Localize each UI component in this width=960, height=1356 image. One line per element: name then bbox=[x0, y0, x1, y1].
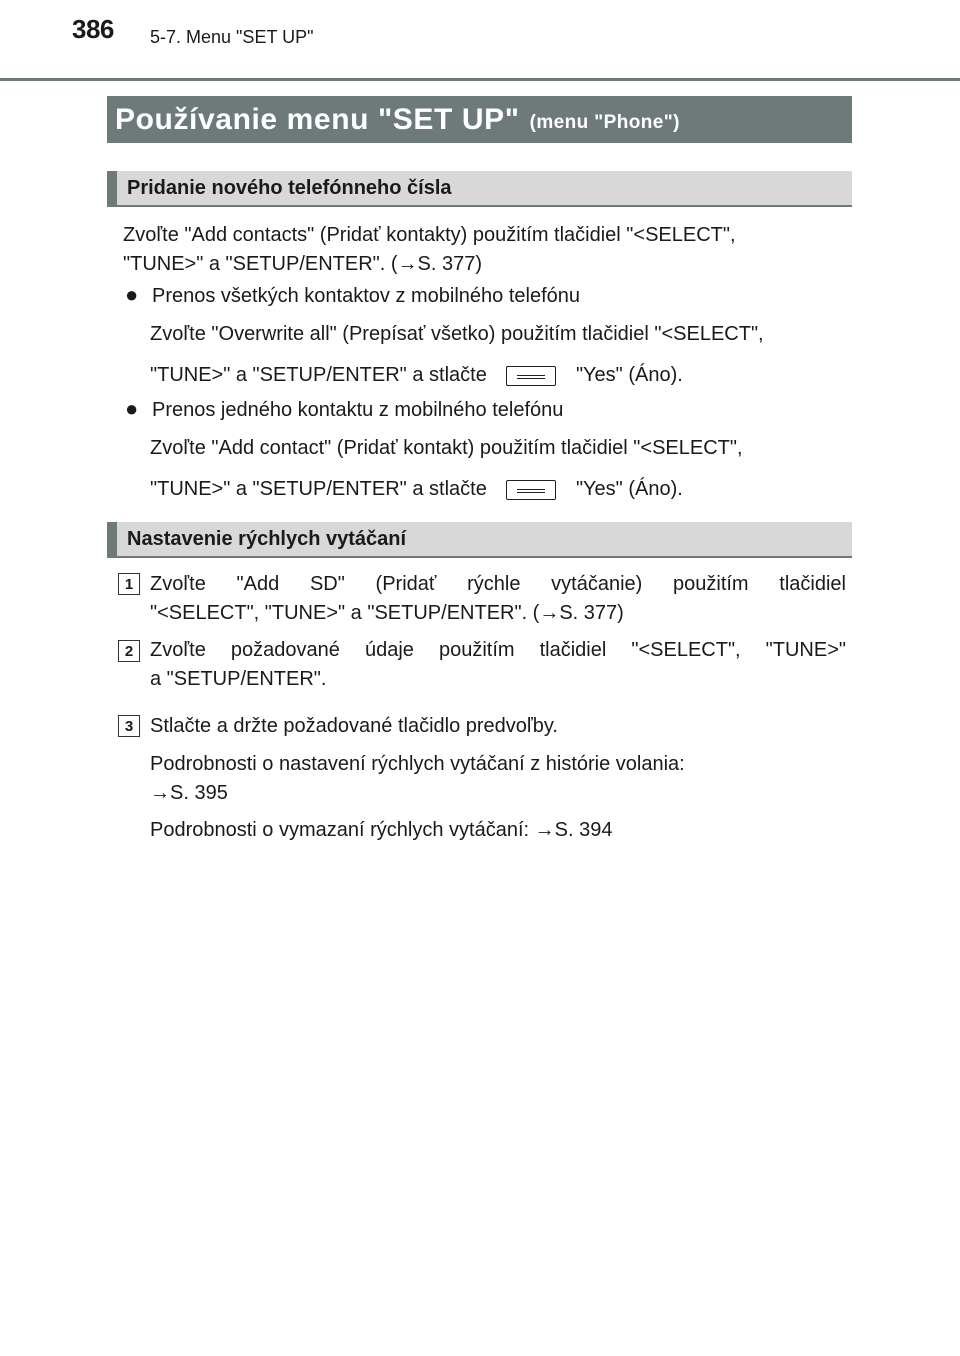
step-number-3: 3 bbox=[118, 715, 140, 737]
main-title: Používanie menu "SET UP" bbox=[115, 102, 520, 136]
bullet2-line-1: Zvoľte "Add contact" (Pridať kontakt) použitím tlačidiel "<SELECT", bbox=[150, 437, 743, 459]
intro-line-2: "TUNE>" a "SETUP/ENTER". (→S. 377) bbox=[123, 253, 483, 275]
intro-line-1: Zvoľte "Add contacts" (Pridať kontakty) použitím tlačidiel "<SELECT", bbox=[123, 224, 736, 246]
bullet-icon: ● bbox=[125, 396, 139, 421]
section-title: Nastavenie rýchlych vytáčaní bbox=[127, 527, 407, 550]
note1-line-1: Podrobnosti o nastavení rýchlych vytáčaní z histórie volania: bbox=[150, 753, 685, 775]
section-reference: 5-7. Menu "SET UP" bbox=[150, 27, 314, 47]
step3-line-1: Stlačte a držte požadované tlačidlo predvoľby. bbox=[150, 715, 558, 737]
header-divider bbox=[0, 78, 960, 81]
bullet2-line-2a: "TUNE>" a "SETUP/ENTER" a stlačte bbox=[150, 478, 487, 500]
step2-line-1: Zvoľte požadované údaje použitím tlačidiel "<SELECT", "TUNE>" bbox=[150, 639, 846, 661]
bullet1-line-2a: "TUNE>" a "SETUP/ENTER" a stlačte bbox=[150, 364, 487, 386]
bullet-icon: ● bbox=[125, 282, 139, 307]
button-key-icon bbox=[506, 480, 556, 500]
main-title-suffix: (menu "Phone") bbox=[529, 111, 680, 133]
section-heading-speed-dial bbox=[107, 522, 852, 558]
page-number: 386 bbox=[72, 14, 114, 44]
bullet-title-transfer-all: Prenos všetkých kontaktov z mobilného telefónu bbox=[152, 285, 581, 307]
step-number-2: 2 bbox=[118, 640, 140, 662]
section-heading-add-number bbox=[107, 171, 852, 207]
button-key-icon bbox=[506, 366, 556, 386]
note2: Podrobnosti o vymazaní rýchlych vytáčaní: →S. 394 bbox=[150, 819, 613, 841]
step2-line-2: a "SETUP/ENTER". bbox=[150, 668, 327, 690]
step1-line-2: "<SELECT", "TUNE>" a "SETUP/ENTER". (→S. 377) bbox=[150, 602, 624, 624]
bullet-title-transfer-one: Prenos jedného kontaktu z mobilného telefónu bbox=[152, 399, 564, 421]
main-title-bar bbox=[107, 96, 852, 143]
bullet2-line-2b: "Yes" (Áno). bbox=[575, 478, 683, 500]
note1-line-2: →S. 395 bbox=[150, 782, 228, 804]
step1-line-1: Zvoľte "Add SD" (Pridať rýchle vytáčanie) použitím tlačidiel bbox=[150, 573, 846, 595]
bullet1-line-2b: "Yes" (Áno). bbox=[575, 364, 683, 386]
section-title: Pridanie nového telefónneho čísla bbox=[127, 176, 452, 199]
bullet2-line-2 bbox=[150, 475, 683, 503]
bullet1-line-1: Zvoľte "Overwrite all" (Prepísať všetko) použitím tlačidiel "<SELECT", bbox=[150, 323, 764, 345]
bullet1-line-2 bbox=[150, 361, 683, 389]
step-number-1: 1 bbox=[118, 573, 140, 595]
